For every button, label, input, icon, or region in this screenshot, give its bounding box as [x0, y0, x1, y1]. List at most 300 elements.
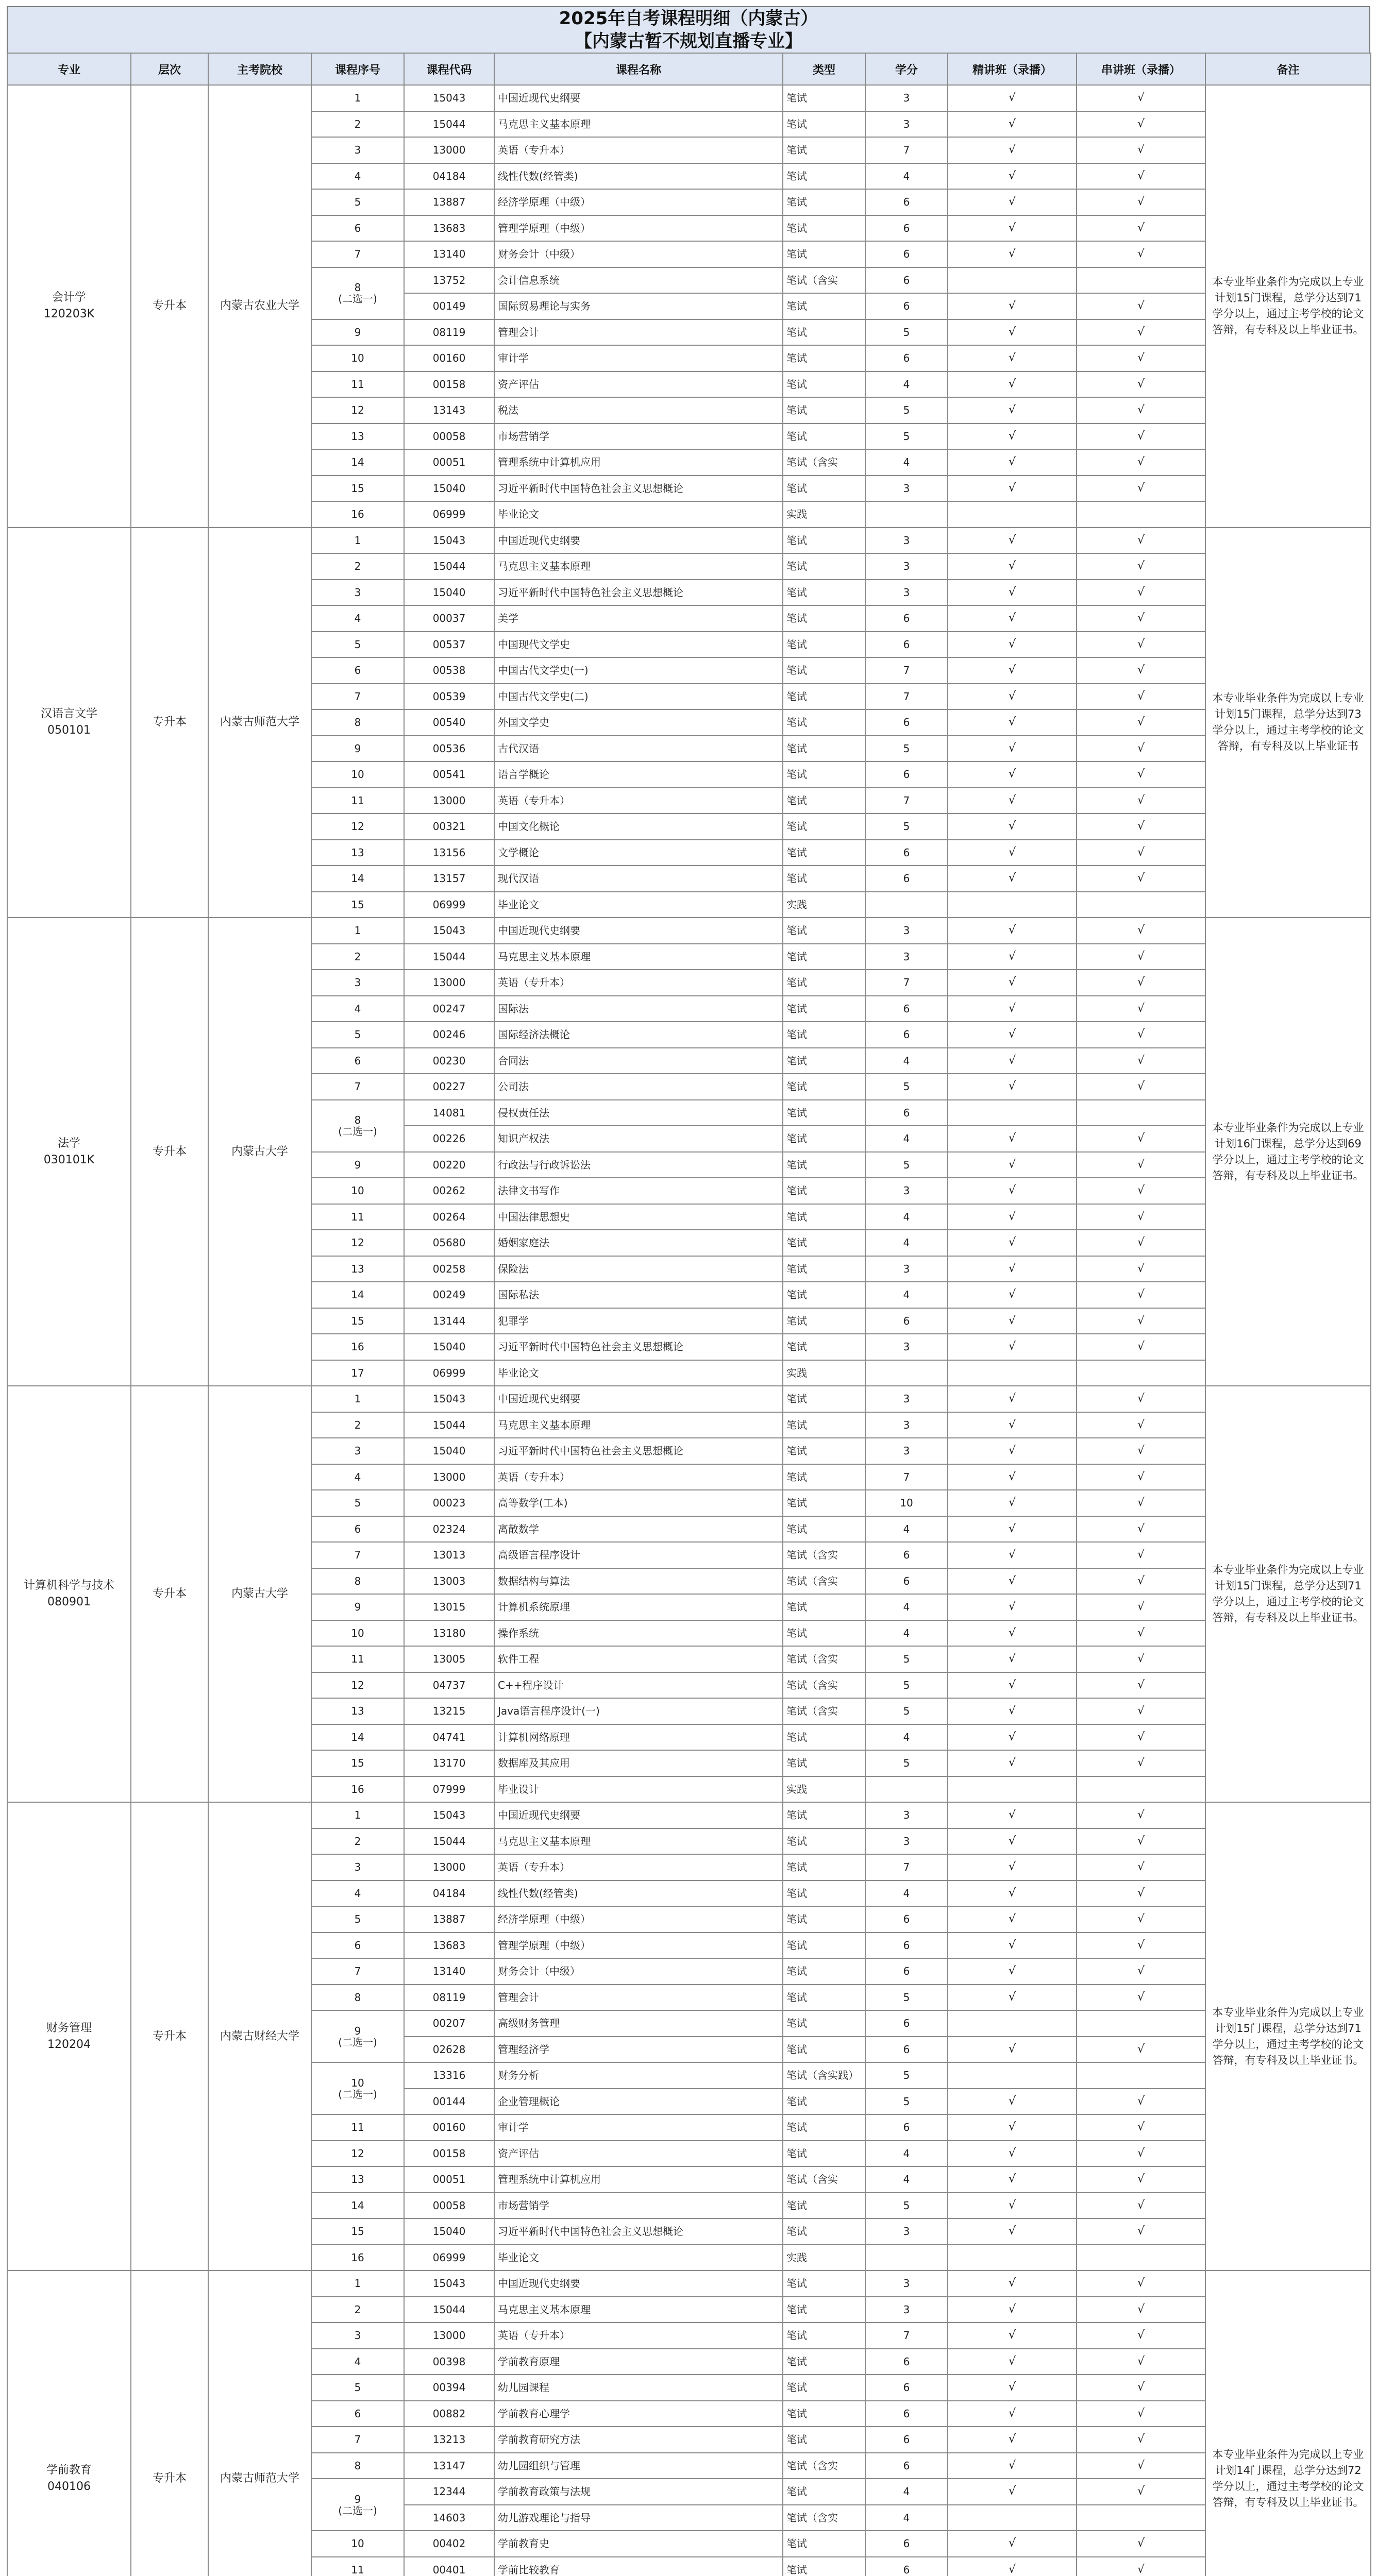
- course-seq: 4: [311, 605, 404, 632]
- course-name: 美学: [494, 605, 783, 632]
- course-name: 马克思主义基本原理: [494, 944, 783, 970]
- course-seq: 5: [311, 1906, 404, 1933]
- course-code: 04184: [404, 1880, 494, 1907]
- course-credit: 4: [865, 371, 948, 398]
- chuanjiang-check: √: [1077, 1594, 1205, 1620]
- jingjiang-check: √: [948, 2141, 1077, 2167]
- course-code: 13000: [404, 788, 494, 814]
- course-name: 学前比较教育: [494, 2557, 783, 2576]
- course-type: 笔试: [783, 996, 865, 1022]
- course-credit: [865, 1360, 948, 1386]
- course-credit: 7: [865, 657, 948, 684]
- chuanjiang-check: √: [1077, 137, 1205, 163]
- major-note: 本专业毕业条件为完成以上专业计划15门课程，总学分达到71学分以上，通过主考学校的论文答辩，有专科及以上毕业证书。: [1205, 85, 1371, 528]
- major-name: 法学 030101K: [7, 918, 131, 1386]
- course-credit: 3: [865, 1802, 948, 1828]
- course-credit: [865, 892, 948, 918]
- course-name: 习近平新时代中国特色社会主义思想概论: [494, 1334, 783, 1360]
- course-name: 习近平新时代中国特色社会主义思想概论: [494, 476, 783, 502]
- course-seq: 2: [311, 944, 404, 970]
- jingjiang-check: √: [948, 1022, 1077, 1048]
- course-name: 侵权责任法: [494, 1100, 783, 1126]
- chuanjiang-check: √: [1077, 85, 1205, 111]
- course-type: 笔试: [783, 2349, 865, 2375]
- course-type: 实践: [783, 1360, 865, 1386]
- jingjiang-check: √: [948, 1620, 1077, 1647]
- course-name: 现代汉语: [494, 866, 783, 892]
- chuanjiang-check: √: [1077, 1854, 1205, 1880]
- course-type: 笔试: [783, 1230, 865, 1256]
- course-type: 笔试: [783, 1100, 865, 1126]
- course-code: 15043: [404, 528, 494, 554]
- course-credit: 5: [865, 2089, 948, 2115]
- course-type: 笔试（含实: [783, 1672, 865, 1699]
- course-seq: 1: [311, 918, 404, 944]
- chuanjiang-check: [1077, 1360, 1205, 1386]
- course-seq: 4: [311, 1464, 404, 1490]
- jingjiang-check: √: [948, 423, 1077, 450]
- course-type: 笔试: [783, 241, 865, 267]
- exam-school: 内蒙古农业大学: [208, 85, 311, 528]
- course-type: 笔试: [783, 709, 865, 736]
- course-seq: 8: [311, 1985, 404, 2011]
- chuanjiang-check: √: [1077, 2557, 1205, 2576]
- course-type: 笔试: [783, 215, 865, 242]
- course-type: 笔试: [783, 2479, 865, 2505]
- course-code: 13887: [404, 1906, 494, 1933]
- course-name: 学前教育研究方法: [494, 2427, 783, 2453]
- course-code: 00540: [404, 709, 494, 736]
- course-name: 英语（专升本）: [494, 970, 783, 996]
- course-name: 幼儿游戏理论与指导: [494, 2505, 783, 2531]
- jingjiang-check: √: [948, 397, 1077, 423]
- jingjiang-check: √: [948, 1308, 1077, 1334]
- course-credit: 5: [865, 2062, 948, 2089]
- course-name: 英语（专升本）: [494, 1854, 783, 1880]
- course-code: 00230: [404, 1048, 494, 1074]
- course-code: 00058: [404, 423, 494, 450]
- chuanjiang-check: √: [1077, 1282, 1205, 1308]
- chuanjiang-check: √: [1077, 449, 1205, 476]
- jingjiang-check: √: [948, 1568, 1077, 1595]
- course-code: 06999: [404, 892, 494, 918]
- chuanjiang-check: √: [1077, 1724, 1205, 1751]
- course-name: 计算机系统原理: [494, 1594, 783, 1620]
- course-name: Java语言程序设计(一): [494, 1698, 783, 1724]
- course-type: 笔试: [783, 1074, 865, 1100]
- course-seq: 7: [311, 1074, 404, 1100]
- course-credit: 3: [865, 580, 948, 606]
- course-credit: 6: [865, 1958, 948, 1985]
- course-seq: 2: [311, 1828, 404, 1855]
- course-name: 中国古代文学史(二): [494, 684, 783, 710]
- course-seq: 11: [311, 371, 404, 398]
- course-seq: 6: [311, 657, 404, 684]
- jingjiang-check: √: [948, 2193, 1077, 2219]
- course-seq: 17: [311, 1360, 404, 1386]
- course-name: 软件工程: [494, 1646, 783, 1672]
- jingjiang-check: √: [948, 2218, 1077, 2245]
- course-seq: 11: [311, 2557, 404, 2576]
- jingjiang-check: √: [948, 345, 1077, 371]
- course-type: 笔试: [783, 2114, 865, 2141]
- course-credit: 5: [865, 1698, 948, 1724]
- jingjiang-check: √: [948, 736, 1077, 762]
- jingjiang-check: √: [948, 1698, 1077, 1724]
- chuanjiang-check: [1077, 1776, 1205, 1803]
- course-code: 15044: [404, 1828, 494, 1855]
- chuanjiang-check: √: [1077, 2270, 1205, 2297]
- course-name: 毕业论文: [494, 2245, 783, 2271]
- course-seq: 10 (二选一): [311, 2062, 404, 2114]
- course-type: 笔试: [783, 1022, 865, 1048]
- course-type: 笔试: [783, 189, 865, 215]
- course-name: 数据结构与算法: [494, 1568, 783, 1595]
- jingjiang-check: √: [948, 944, 1077, 970]
- course-credit: 5: [865, 1152, 948, 1178]
- course-seq: 16: [311, 1334, 404, 1360]
- chuanjiang-check: √: [1077, 684, 1205, 710]
- chuanjiang-check: [1077, 2010, 1205, 2037]
- jingjiang-check: √: [948, 1985, 1077, 2011]
- jingjiang-check: √: [948, 1412, 1077, 1438]
- chuanjiang-check: √: [1077, 2427, 1205, 2453]
- course-name: 婚姻家庭法: [494, 1230, 783, 1256]
- course-name: 公司法: [494, 1074, 783, 1100]
- course-name: 会计信息系统: [494, 267, 783, 294]
- course-credit: 6: [865, 1022, 948, 1048]
- jingjiang-check: √: [948, 1464, 1077, 1490]
- chuanjiang-check: √: [1077, 1958, 1205, 1985]
- chuanjiang-check: √: [1077, 553, 1205, 580]
- course-seq: 8 (二选一): [311, 1100, 404, 1152]
- course-credit: 3: [865, 944, 948, 970]
- course-code: 13013: [404, 1542, 494, 1568]
- jingjiang-check: √: [948, 840, 1077, 866]
- course-seq: 13: [311, 423, 404, 450]
- course-type: 笔试: [783, 2323, 865, 2349]
- course-name: 行政法与行政诉讼法: [494, 1152, 783, 1178]
- course-seq: 4: [311, 2349, 404, 2375]
- course-seq: 12: [311, 814, 404, 840]
- course-type: 笔试（含实: [783, 1698, 865, 1724]
- course-seq: 1: [311, 2270, 404, 2297]
- course-credit: 3: [865, 85, 948, 111]
- chuanjiang-check: √: [1077, 736, 1205, 762]
- chuanjiang-check: √: [1077, 1386, 1205, 1412]
- course-credit: 5: [865, 736, 948, 762]
- course-seq: 7: [311, 684, 404, 710]
- course-name: 中国近现代史纲要: [494, 85, 783, 111]
- chuanjiang-check: [1077, 2505, 1205, 2531]
- course-credit: 4: [865, 1204, 948, 1230]
- course-name: 市场营销学: [494, 423, 783, 450]
- course-name: 审计学: [494, 345, 783, 371]
- course-credit: 6: [865, 996, 948, 1022]
- course-code: 13147: [404, 2453, 494, 2479]
- jingjiang-check: √: [948, 1490, 1077, 1516]
- course-credit: [865, 1776, 948, 1803]
- course-seq: 14: [311, 866, 404, 892]
- chuanjiang-check: √: [1077, 605, 1205, 632]
- course-seq: 5: [311, 1490, 404, 1516]
- course-type: 笔试: [783, 2557, 865, 2576]
- jingjiang-check: √: [948, 1672, 1077, 1699]
- course-seq: 12: [311, 1672, 404, 1699]
- jingjiang-check: √: [948, 1828, 1077, 1855]
- course-type: 笔试: [783, 605, 865, 632]
- course-type: 笔试: [783, 423, 865, 450]
- course-name: 高等数学(工本): [494, 1490, 783, 1516]
- course-seq: 10: [311, 2531, 404, 2557]
- course-credit: 3: [865, 528, 948, 554]
- course-name: 英语（专升本）: [494, 137, 783, 163]
- course-type: 笔试: [783, 397, 865, 423]
- course-name: 中国现代文学史: [494, 632, 783, 658]
- jingjiang-check: √: [948, 761, 1077, 788]
- chuanjiang-check: √: [1077, 2453, 1205, 2479]
- jingjiang-check: [948, 2505, 1077, 2531]
- course-code: 13180: [404, 1620, 494, 1647]
- course-type: 笔试（含实: [783, 1542, 865, 1568]
- course-seq: 9: [311, 736, 404, 762]
- jingjiang-check: √: [948, 1750, 1077, 1776]
- course-code: 15044: [404, 111, 494, 138]
- course-credit: 4: [865, 1048, 948, 1074]
- chuanjiang-check: √: [1077, 1985, 1205, 2011]
- course-type: 笔试: [783, 736, 865, 762]
- jingjiang-check: √: [948, 866, 1077, 892]
- chuanjiang-check: √: [1077, 1672, 1205, 1699]
- course-credit: 3: [865, 553, 948, 580]
- chuanjiang-check: √: [1077, 1126, 1205, 1152]
- page-subtitle: 【内蒙古暂不规划直播专业】: [575, 31, 802, 52]
- course-seq: 13: [311, 1256, 404, 1282]
- chuanjiang-check: √: [1077, 814, 1205, 840]
- course-code: 13140: [404, 241, 494, 267]
- course-code: 13000: [404, 1854, 494, 1880]
- course-type: 笔试: [783, 1620, 865, 1647]
- course-credit: 3: [865, 2270, 948, 2297]
- course-name: 计算机网络原理: [494, 1724, 783, 1751]
- course-credit: 6: [865, 761, 948, 788]
- table-row: [7, 1386, 1371, 1412]
- course-name: 马克思主义基本原理: [494, 111, 783, 138]
- jingjiang-check: √: [948, 605, 1077, 632]
- chuanjiang-check: √: [1077, 423, 1205, 450]
- course-code: 00321: [404, 814, 494, 840]
- course-credit: 3: [865, 1412, 948, 1438]
- chuanjiang-check: √: [1077, 840, 1205, 866]
- chuanjiang-check: √: [1077, 1152, 1205, 1178]
- chuanjiang-check: [1077, 892, 1205, 918]
- course-seq: 16: [311, 501, 404, 528]
- course-name: 离散数学: [494, 1516, 783, 1543]
- course-name: 市场营销学: [494, 2193, 783, 2219]
- major-name: 财务管理 120204: [7, 1802, 131, 2270]
- course-seq: 10: [311, 761, 404, 788]
- course-type: 笔试: [783, 1126, 865, 1152]
- jingjiang-check: √: [948, 85, 1077, 111]
- course-credit: 6: [865, 1568, 948, 1595]
- course-type: 笔试: [783, 2010, 865, 2037]
- jingjiang-check: √: [948, 2323, 1077, 2349]
- course-credit: 7: [865, 1854, 948, 1880]
- jingjiang-check: √: [948, 1516, 1077, 1543]
- course-name: 管理学原理（中级）: [494, 1933, 783, 1959]
- course-credit: [865, 501, 948, 528]
- course-credit: 7: [865, 137, 948, 163]
- jingjiang-check: √: [948, 553, 1077, 580]
- jingjiang-check: √: [948, 2166, 1077, 2193]
- course-code: 00158: [404, 2141, 494, 2167]
- course-credit: 6: [865, 2349, 948, 2375]
- course-type: 笔试: [783, 1204, 865, 1230]
- course-credit: 7: [865, 2323, 948, 2349]
- course-name: 审计学: [494, 2114, 783, 2141]
- course-credit: 6: [865, 1906, 948, 1933]
- course-code: 13752: [404, 267, 494, 294]
- jingjiang-check: √: [948, 657, 1077, 684]
- jingjiang-check: √: [948, 449, 1077, 476]
- course-credit: 3: [865, 918, 948, 944]
- course-seq: 3: [311, 2323, 404, 2349]
- chuanjiang-check: [1077, 267, 1205, 294]
- chuanjiang-check: √: [1077, 1334, 1205, 1360]
- course-credit: 3: [865, 2297, 948, 2323]
- course-seq: 14: [311, 1282, 404, 1308]
- jingjiang-check: √: [948, 1438, 1077, 1464]
- course-credit: 6: [865, 1100, 948, 1126]
- course-seq: 10: [311, 345, 404, 371]
- header-level: 层次: [131, 53, 208, 85]
- chuanjiang-check: √: [1077, 2166, 1205, 2193]
- course-code: 00882: [404, 2401, 494, 2427]
- course-seq: 11: [311, 1646, 404, 1672]
- course-type: 笔试: [783, 528, 865, 554]
- jingjiang-check: [948, 1776, 1077, 1803]
- jingjiang-check: √: [948, 1906, 1077, 1933]
- course-seq: 15: [311, 476, 404, 502]
- course-name: 学前教育心理学: [494, 2401, 783, 2427]
- course-credit: 6: [865, 605, 948, 632]
- course-seq: 14: [311, 1724, 404, 1751]
- jingjiang-check: √: [948, 1646, 1077, 1672]
- course-name: 管理系统中计算机应用: [494, 2166, 783, 2193]
- jingjiang-check: [948, 267, 1077, 294]
- jingjiang-check: √: [948, 2479, 1077, 2505]
- course-seq: 6: [311, 1516, 404, 1543]
- course-type: 笔试: [783, 1750, 865, 1776]
- chuanjiang-check: √: [1077, 345, 1205, 371]
- course-type: 笔试: [783, 1594, 865, 1620]
- course-type: 笔试: [783, 1516, 865, 1543]
- chuanjiang-check: √: [1077, 1308, 1205, 1334]
- jingjiang-check: √: [948, 2037, 1077, 2063]
- course-code: 07999: [404, 1776, 494, 1803]
- course-code: 06999: [404, 501, 494, 528]
- course-code: 08119: [404, 1985, 494, 2011]
- course-seq: 7: [311, 2427, 404, 2453]
- major-name: 计算机科学与技术 080901: [7, 1386, 131, 1802]
- course-code: 13000: [404, 1464, 494, 1490]
- chuanjiang-check: √: [1077, 580, 1205, 606]
- course-name: 外国文学史: [494, 709, 783, 736]
- chuanjiang-check: √: [1077, 2037, 1205, 2063]
- chuanjiang-check: √: [1077, 761, 1205, 788]
- major-name: 汉语言文学 050101: [7, 528, 131, 918]
- jingjiang-check: √: [948, 1334, 1077, 1360]
- course-credit: 6: [865, 1542, 948, 1568]
- course-name: 管理学原理（中级）: [494, 215, 783, 242]
- course-credit: 6: [865, 241, 948, 267]
- course-seq: 12: [311, 2141, 404, 2167]
- course-code: 15043: [404, 1386, 494, 1412]
- course-code: 13143: [404, 397, 494, 423]
- course-code: 13170: [404, 1750, 494, 1776]
- course-type: 笔试: [783, 1438, 865, 1464]
- chuanjiang-check: √: [1077, 1620, 1205, 1647]
- course-credit: 4: [865, 163, 948, 190]
- course-credit: 4: [865, 1516, 948, 1543]
- course-code: 13156: [404, 840, 494, 866]
- course-code: 13316: [404, 2062, 494, 2089]
- course-credit: 6: [865, 840, 948, 866]
- jingjiang-check: √: [948, 2114, 1077, 2141]
- header-seq: 课程序号: [311, 53, 404, 85]
- course-seq: 15: [311, 892, 404, 918]
- jingjiang-check: √: [948, 137, 1077, 163]
- course-code: 00051: [404, 449, 494, 476]
- header-jingjiang: 精讲班（录播）: [948, 53, 1077, 85]
- course-code: 13683: [404, 215, 494, 242]
- jingjiang-check: √: [948, 970, 1077, 996]
- course-credit: 6: [865, 2427, 948, 2453]
- course-code: 00023: [404, 1490, 494, 1516]
- jingjiang-check: √: [948, 1724, 1077, 1751]
- course-code: 13144: [404, 1308, 494, 1334]
- course-credit: 5: [865, 1750, 948, 1776]
- jingjiang-check: √: [948, 1048, 1077, 1074]
- major-note: 本专业毕业条件为完成以上专业计划16门课程，总学分达到69学分以上，通过主考学校的论文答辩，有专科及以上毕业证书。: [1205, 918, 1371, 1386]
- exam-school: 内蒙古大学: [208, 918, 311, 1386]
- course-code: 00160: [404, 2114, 494, 2141]
- course-credit: 3: [865, 111, 948, 138]
- course-type: 笔试: [783, 1828, 865, 1855]
- chuanjiang-check: √: [1077, 1178, 1205, 1204]
- course-credit: 3: [865, 476, 948, 502]
- jingjiang-check: √: [948, 1802, 1077, 1828]
- chuanjiang-check: √: [1077, 2531, 1205, 2557]
- course-seq: 3: [311, 580, 404, 606]
- jingjiang-check: √: [948, 580, 1077, 606]
- chuanjiang-check: √: [1077, 189, 1205, 215]
- course-seq: 15: [311, 2218, 404, 2245]
- exam-school: 内蒙古大学: [208, 1386, 311, 1802]
- course-credit: 3: [865, 1828, 948, 1855]
- course-code: 00058: [404, 2193, 494, 2219]
- jingjiang-check: [948, 892, 1077, 918]
- course-seq: 15: [311, 1308, 404, 1334]
- chuanjiang-check: √: [1077, 918, 1205, 944]
- course-name: 语言学概论: [494, 761, 783, 788]
- course-seq: 12: [311, 1230, 404, 1256]
- jingjiang-check: [948, 501, 1077, 528]
- course-name: 国际贸易理论与实务: [494, 293, 783, 319]
- course-credit: 5: [865, 319, 948, 346]
- course-name: 合同法: [494, 1048, 783, 1074]
- course-name: 中国近现代史纲要: [494, 1386, 783, 1412]
